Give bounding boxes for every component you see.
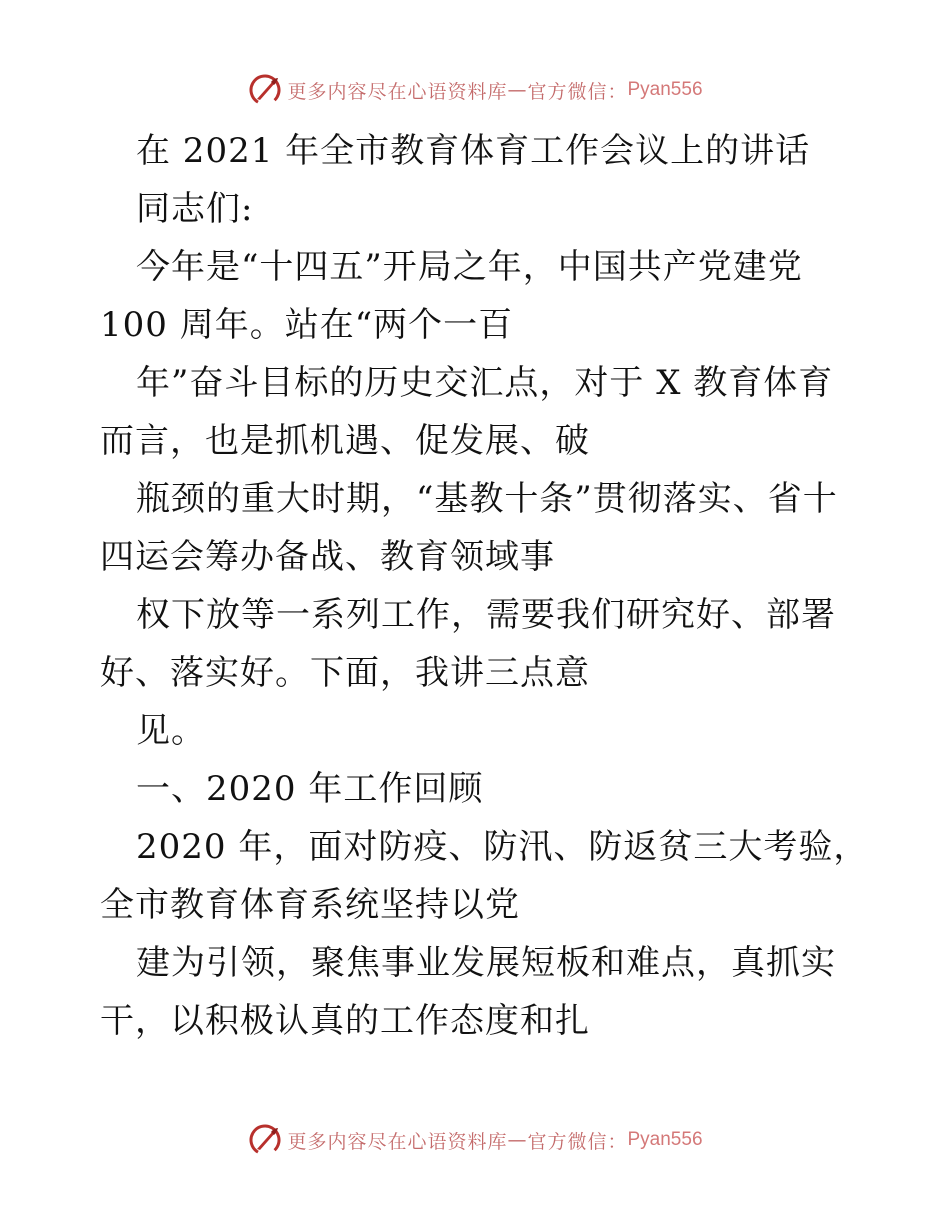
text-line: 建为引领，聚焦事业发展短板和难点，真抓实 (136, 943, 836, 983)
text-line: 全市教育体育系统坚持以党 (100, 885, 520, 925)
text-line: 2020 年，面对防疫、防汛、防返贫三大考验， (136, 827, 869, 867)
quill-logo-icon (247, 1122, 283, 1158)
text-line: 四运会筹办备战、教育领域事 (100, 537, 555, 577)
banner-wechat-id: Pyan556 (627, 1129, 703, 1150)
text-line: 100 周年。站在“两个一百 (100, 305, 514, 345)
banner-dash: — (507, 1129, 528, 1151)
text-line: 干，以积极认真的工作态度和扎 (100, 1001, 590, 1041)
document-body (100, 122, 869, 1050)
banner-site-text: 更多内容尽在心语资料库 (287, 80, 508, 103)
header-banner (0, 70, 950, 110)
text-line: 年”奋斗目标的历史交汇点，对于 X 教育体育 (136, 363, 834, 403)
banner-wechat-label: 官方微信： (527, 1130, 628, 1153)
footer-banner (0, 1120, 950, 1160)
text-line: 权下放等一系列工作，需要我们研究好、部署 (136, 595, 836, 635)
text-line: 同志们: (136, 189, 254, 229)
banner-wechat-id: Pyan556 (627, 79, 703, 100)
document-lines (100, 180, 869, 1050)
banner-dash: — (507, 79, 528, 101)
document-title: 在 2021 年全市教育体育工作会议上的讲话 (136, 131, 811, 171)
text-line: 见。 (136, 711, 206, 751)
quill-logo-icon (247, 72, 283, 108)
text-line: 今年是“十四五”开局之年，中国共产党建党 (136, 247, 803, 287)
banner-wechat-label: 官方微信： (527, 80, 628, 103)
text-line: 瓶颈的重大时期，“基教十条”贯彻落实、省十 (136, 479, 838, 519)
text-line: 一、2020 年工作回顾 (136, 769, 484, 809)
text-line: 而言，也是抓机遇、促发展、破 (100, 421, 590, 461)
banner-site-text: 更多内容尽在心语资料库 (287, 1130, 508, 1153)
text-line: 好、落实好。下面，我讲三点意 (100, 653, 590, 693)
